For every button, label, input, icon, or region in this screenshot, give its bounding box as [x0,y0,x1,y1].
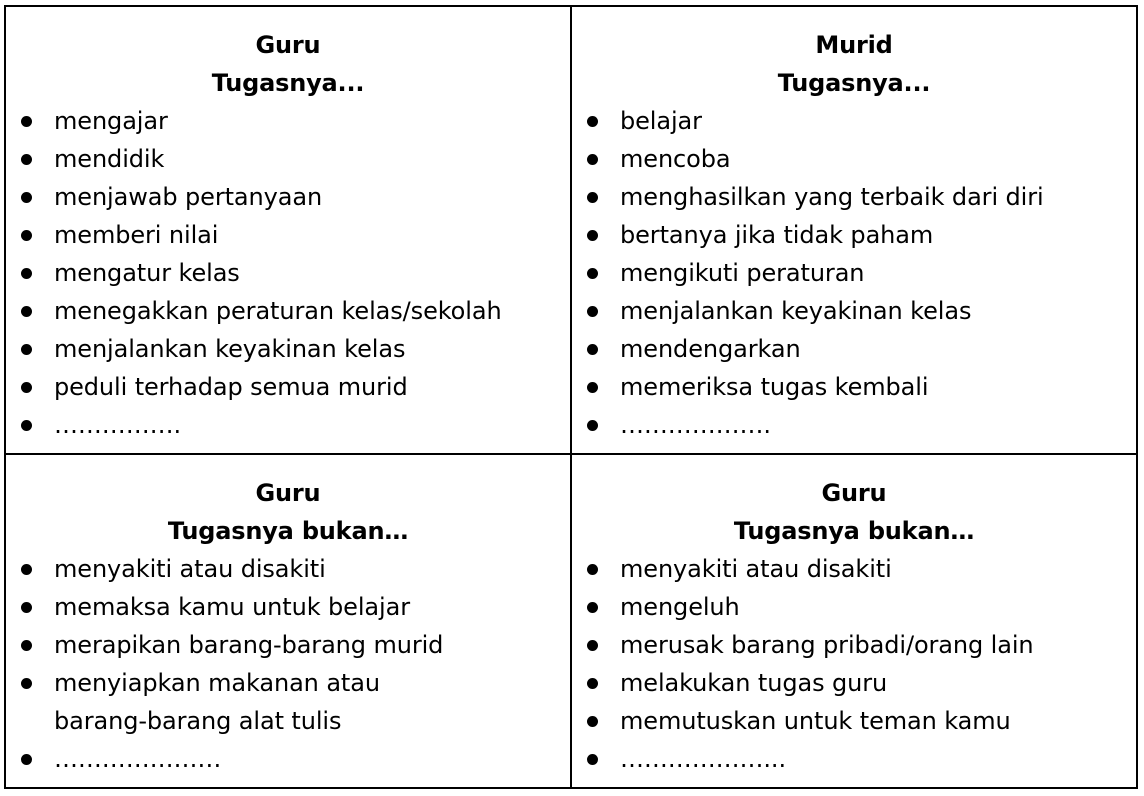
box-murid-duties [572,7,1136,455]
list-item-text: melakukan tugas guru [620,669,888,697]
bullet-icon [21,344,32,355]
bullet-icon [21,192,32,203]
list-item-text: ………………. [620,411,771,439]
list-item [6,140,570,178]
list-item [572,254,1136,292]
bullet-icon [587,344,598,355]
bullet-icon [21,154,32,165]
list-item-text: menyakiti atau disakiti [620,555,892,583]
list-item-text: peduli terhadap semua murid [54,373,408,401]
list-item-text: mendidik [54,145,165,173]
list-item [572,406,1136,444]
list-item-text: memaksa kamu untuk belajar [54,593,410,621]
list-item [572,664,1136,702]
list-item-text: mendengarkan [620,335,801,363]
list-item [6,550,570,588]
list-item [6,254,570,292]
bullet-icon [21,678,32,689]
item-list [6,102,570,444]
list-item-text: menegakkan peraturan kelas/sekolah [54,297,502,325]
list-item-text: memberi nilai [54,221,219,249]
bullet-icon [587,268,598,279]
list-item [6,664,570,702]
box-title: Guru [255,31,321,59]
box-subtitle: Tugasnya... [777,69,931,97]
box-subtitle: Tugasnya bukan… [733,517,975,545]
duties-table [4,5,1138,789]
list-item-text: barang-barang alat tulis [54,707,342,735]
list-item-text: mengeluh [620,593,740,621]
bullet-icon [21,640,32,651]
bullet-icon [21,306,32,317]
list-item [572,140,1136,178]
bullet-icon [21,268,32,279]
item-list [572,102,1136,444]
bullet-icon [21,382,32,393]
bullet-icon [587,230,598,241]
bullet-icon [21,230,32,241]
list-item-text: ………………… [54,745,222,773]
bullet-icon [587,420,598,431]
list-item [6,588,570,626]
list-item [6,368,570,406]
item-list [6,550,570,778]
list-item-text: mencoba [620,145,731,173]
list-item-text: merapikan barang-barang murid [54,631,444,659]
bullet-icon [21,602,32,613]
list-item-text: menghasilkan yang terbaik dari diri [620,183,1044,211]
bullet-icon [587,154,598,165]
list-item-text: menyiapkan makanan atau [54,669,380,697]
list-item-continuation [6,702,570,740]
list-item [572,216,1136,254]
box-subtitle: Tugasnya... [211,69,365,97]
bullet-icon [21,564,32,575]
list-item [572,292,1136,330]
list-item-text: belajar [620,107,702,135]
list-item-text: mengatur kelas [54,259,240,287]
bullet-icon [587,678,598,689]
list-item [6,178,570,216]
list-item [572,102,1136,140]
list-item [6,740,570,778]
list-item [6,292,570,330]
list-item-text: menjalankan keyakinan kelas [54,335,406,363]
list-item-text: mengajar [54,107,168,135]
box-guru-not-duties [6,455,572,787]
box-title: Murid [815,31,893,59]
list-item-text: mengikuti peraturan [620,259,865,287]
bullet-icon [587,602,598,613]
bullet-icon [587,192,598,203]
list-item [6,626,570,664]
box-subtitle: Tugasnya bukan… [167,517,409,545]
item-list [572,550,1136,778]
list-item [572,368,1136,406]
list-item-text: memeriksa tugas kembali [620,373,929,401]
bullet-icon [587,382,598,393]
bullet-icon [587,306,598,317]
bullet-icon [587,716,598,727]
list-item [6,216,570,254]
bullet-icon [21,754,32,765]
bullet-icon [21,116,32,127]
list-item [572,550,1136,588]
box-title: Guru [821,479,887,507]
list-item [572,588,1136,626]
list-item-text: ……………. [54,411,182,439]
bullet-icon [587,116,598,127]
bullet-icon [587,640,598,651]
list-item-text: menjawab pertanyaan [54,183,323,211]
bullet-icon [21,420,32,431]
box-title: Guru [255,479,321,507]
list-item [572,740,1136,778]
list-item-text: menjalankan keyakinan kelas [620,297,972,325]
list-item [6,406,570,444]
box-guru-not-duties-2 [572,455,1136,787]
list-item-text: ………………... [620,745,786,773]
list-item [6,102,570,140]
list-item [572,702,1136,740]
list-item-text: bertanya jika tidak paham [620,221,934,249]
box-guru-duties [6,7,572,455]
list-item-text: merusak barang pribadi/orang lain [620,631,1034,659]
list-item [572,330,1136,368]
list-item [572,626,1136,664]
list-item [572,178,1136,216]
list-item [6,330,570,368]
bullet-icon [587,564,598,575]
list-item-text: menyakiti atau disakiti [54,555,326,583]
bullet-icon [587,754,598,765]
list-item-text: memutuskan untuk teman kamu [620,707,1011,735]
